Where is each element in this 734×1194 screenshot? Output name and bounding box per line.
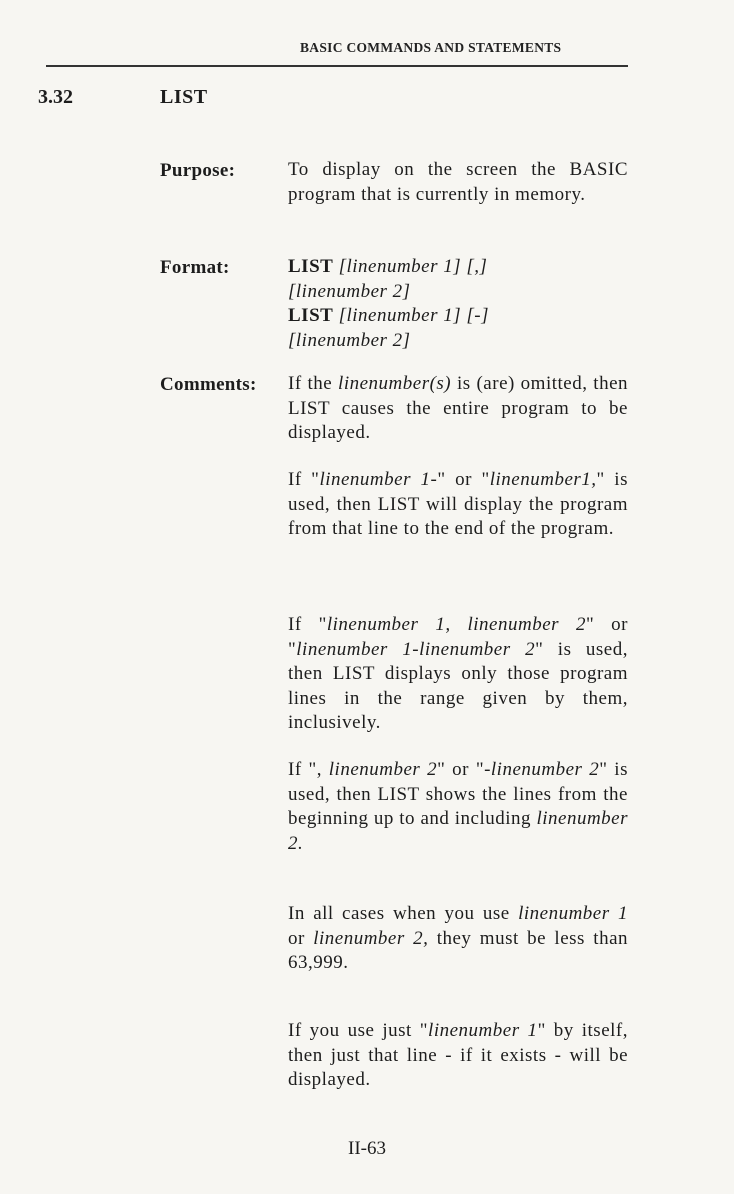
format-keyword: LIST [288,256,334,277]
format-line-1 [288,255,628,280]
header-rule [46,65,628,67]
page-number: II-63 [348,1138,386,1159]
running-head: BASIC COMMANDS AND STATEMENTS [300,40,562,55]
comment-paragraph-4: If ", linenumber 2" or "-linenumber 2" is used, then LIST shows the lines from the beginning up to and including linenumber 2. [288,759,628,854]
format-keyword: LIST [288,305,334,326]
comment-paragraph-5: In all cases when you use linenumber 1 or linenumber 2, they must be less than 63,999. [288,903,628,973]
comment-paragraph-2: If "linenumber 1-" or "linenumber1," is used, then LIST will display the program from that line to the end of the program. [288,469,628,539]
format-line-2 [288,280,628,305]
comment-paragraph-3: If "linenumber 1, linenumber 2" or "linenumber 1-linenumber 2" is used, then LIST displays only those program lines in the range given by them, inclusively. [288,614,628,733]
format-block [288,255,628,353]
purpose-paragraph: To display on the screen the BASIC program that is currently in memory. [288,159,628,205]
section-title: LIST [160,86,208,108]
purpose-label: Purpose: [160,160,236,181]
format-args: [linenumber 1] [-] [338,305,490,326]
format-line-4 [288,329,628,354]
format-args: [linenumber 2] [288,329,411,351]
comment-paragraph-1: If the linenumber(s) is (are) omitted, then LIST causes the entire program to be displayed. [288,373,629,443]
format-args: [linenumber 1] [,] [338,256,488,277]
format-line-3 [288,304,628,329]
format-args: [linenumber 2] [288,280,411,302]
purpose-text [288,158,628,207]
format-label: Format: [160,257,230,278]
section-number: 3.32 [38,86,73,108]
comments-label: Comments: [160,374,257,395]
comment-paragraph-6: If you use just "linenumber 1" by itself, then just that line - if it exists - will be displayed. [288,1020,628,1090]
